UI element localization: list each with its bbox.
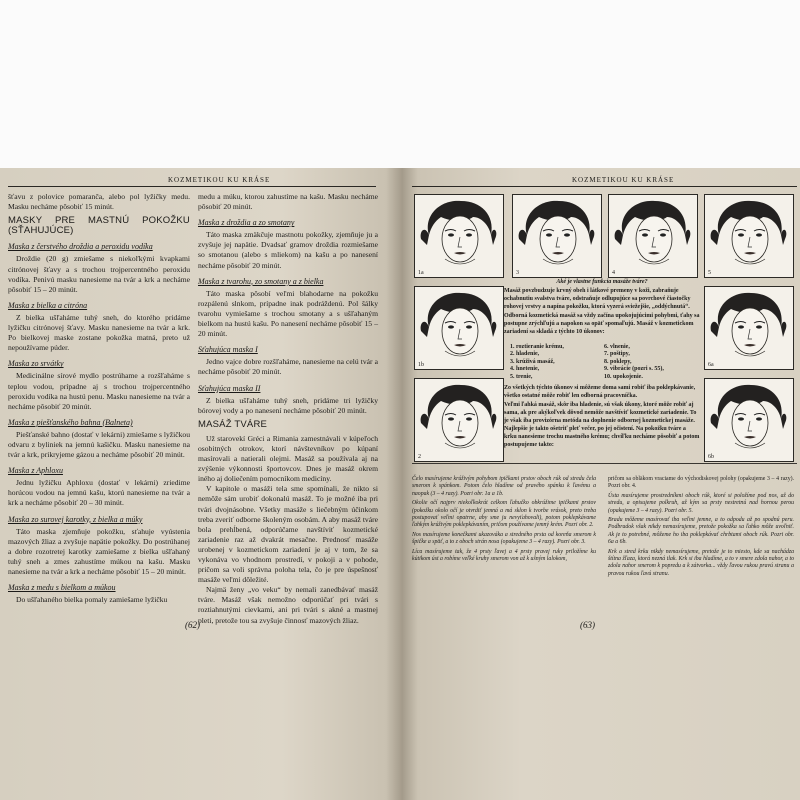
massage-instructions [504, 384, 700, 450]
running-head: KOZMETIKOU KU KRÁSE [572, 176, 675, 184]
face-illustration [704, 194, 794, 278]
paragraph: pričom sa obläkom vraciame do východiskovej polohy (opakujeme 3 – 4 razy). Pozri obr. 4. [608, 476, 794, 490]
figure-label: 1a [418, 270, 424, 276]
section-divider [412, 463, 797, 464]
paragraph: Najmä ženy „vo veku“ by nemali zanedbávať masáž tváre. Masáž však nemožno odporúčať pri tvári s roztiahnutými cievkami, ani pri tvári s akné a mastnej pleti, pretože tou sa zvyšuje činnosť mazových žliaz. [198, 585, 378, 625]
paragraph: Ústa masírujeme prostredníkmi oboch rúk, ktoré si položíme pod nos, až do stredu, a opisujeme polkruh, až kým sa prsty nestretnú nad hornou perou (opakujeme 3 – 4 razy). Pozri obr. 5. [608, 492, 794, 514]
figure-label: 3 [516, 270, 519, 276]
header-rule [8, 186, 376, 187]
paragraph: Táto maska pôsobí veľmi blahodarne na pokožku rozpálenú slnkom, prípadne inak podráždenú. Pol šálky tvarohu vymiešame s trochou smotany a s ušľahaným bielkom na hustú kašu. Po nanesení necháme pôsobiť 15 – 20 minút. [198, 288, 378, 339]
paragraph: Droždie (20 g) zmiešame s niekoľkými kvapkami citrónovej šťavy a s trochou trojpercentného peroxidu vodíka. Penivú masku nanesieme na tvár a krk a necháme pôsobiť 15 – 20 minút. [8, 254, 190, 294]
right-page [402, 168, 800, 800]
list-item: 9. vibrácie (pozri s. 55), [604, 366, 664, 373]
recipe-heading: Sťahujúca maska II [198, 383, 261, 393]
list-item: 5. trenie, [510, 373, 533, 380]
paragraph: Okolie očí najprv niekoľkokrát celkom ľahučko obkrúžime ipičkami prstov (pokožku okolo očí je otvrdiť jemná a má sklon k tvorbe vrások, preto treba postupovať veľmi opatrne, aby sme ju nevyťahovali), potom poklepkávame ľahkým krúživým poklepkávaním, pričom používame jemný krém. Pozri obr. 2. [412, 500, 596, 529]
book-spread [0, 168, 800, 798]
paragraph: Piešťanské bahno (dostať v lekárni) zmiešame s lyžičkou odvaru z byliniek na jemnú kašičku. Masku nanesieme na tvár a krk, prikryjeme gázou a necháme pôsobiť 20 minút. [8, 429, 190, 460]
list-item: 4. hnetenie, [510, 366, 540, 373]
face-illustration [704, 378, 794, 462]
recipe-heading: Maska z Aphloxu [8, 466, 63, 476]
recipe-heading: Maska z droždia a zo smotany [198, 218, 295, 228]
recipe-heading: Maska z piešťanského bahna (Balneta) [8, 417, 133, 427]
face-illustration [512, 194, 602, 278]
paragraph: Jednu lyžičku Aphloxu (dostať v lekárni) zriedime horúcou vodou na jemnú kašu, ktorú nanesieme na tvár a krk a necháme pôsobiť 20 – 30 minút. [8, 478, 190, 508]
face-illustration [608, 194, 698, 278]
paragraph: Táto maska zjemňuje pokožku, sťahuje vyústenia mazových žliaz a zvyšuje napätie pokožky. Do postrúhanej a dobre rozotretej karotky zamiešame z bielka ušľahaný tuhý sneh a zmes zahustíme múkou na kašu. Masku nanesieme na tvár a krk a necháme pôsobiť 15 – 20 minút. [8, 526, 190, 576]
paragraph: medu a múku, ktorou zahustíme na kašu. Masku necháme pôsobiť 20 minút. [198, 192, 378, 212]
recipe-heading: Maska z bielka a citróna [8, 300, 88, 310]
intro-title: Aké je vlastne funkcia masáže tváre? [556, 279, 648, 285]
figure-label: 6a [708, 362, 714, 368]
list-item: 1. roztieranie krému, [510, 344, 564, 350]
list-item: 6. vlnenie, [604, 344, 630, 350]
figure-label: 5 [708, 270, 711, 276]
left-column-1 [8, 192, 190, 605]
recipe-heading: Maska z medu s bielkom a múkou [8, 583, 116, 593]
face-illustration [704, 286, 794, 370]
list-item: 2. hladenie, [510, 351, 540, 358]
face-illustration [414, 286, 504, 370]
bottom-column-left [412, 476, 596, 565]
recipe-heading: Maska zo srvátky [8, 359, 64, 369]
figure-label: 1b [418, 362, 424, 368]
steps-list-right [604, 344, 700, 381]
page-number: (63) [580, 620, 595, 630]
left-column-2 [198, 192, 378, 626]
paragraph: Líca masírujeme tak, že 4 prsty ľavej a 4 prsty pravej ruky priložíme ku kútikom úst a robíme veľké kruhy smerom von až k ušným lalokom, [412, 548, 596, 563]
list-item: 10. upokojenie. [604, 373, 643, 380]
paragraph: Už starovekí Gréci a Rimania zamestnávali v kúpeľoch osobitných otrokov, ktorí návštevníkov po kúpaní masírovali a natierali olejmi. Masáž sa používala aj na zvýšenie výkonnosti športovcov. Dnes je masáž okrem iného aj doliečením pomocníkom medicíny. [198, 433, 378, 484]
page-number: (62) [185, 620, 200, 630]
paragraph: Čelo masírujeme krúživým pohybom ipičkami prstov oboch rúk od stredu čela smerom k spánkom. Potom čelo hladíme od pravého spánku k ľavému a naopak (3 – 4 razy). Pozri obr. 1a a 1b. [412, 476, 596, 497]
massage-intro [504, 278, 700, 337]
paragraph: Nos masírujeme konečkami ukazováka a stredného prsta od koreňa smerom k špičke a späť, a to z oboch strán nosa (opakujeme 3 – 4 razy). Pozri obr. 3. [412, 531, 596, 546]
figure-label: 2 [418, 454, 421, 460]
recipe-heading: Maska z čerstvého droždia a peroxidu vodíka [8, 242, 153, 252]
paragraph: Jedno vajce dobre rozšľaháme, nanesieme na celú tvár a necháme pôsobiť 20 minút. [198, 357, 378, 377]
recipe-heading: Sťahujúca maska I [198, 345, 258, 355]
paragraph: Medicinálne sírové mydlo postrúhame a rozšľaháme s teplou vodou, prípadne aj s trochou trojpercentného peroxidu vodíka na hustú penu. Masku nanesieme na tvár a necháme pôsobiť 20 minút. [8, 371, 190, 411]
face-illustration [414, 378, 504, 462]
intro-paragraph: Odborná kozmetická masáž sa vždy začína upokojujúcimi pohybmi, ťahy sa postupne zrýchľujú a napokon sa opäť spomaľujú. Masáž v kozmetickom zariadení sa skladá z týchto 10 úkonov: [504, 313, 700, 335]
intro-paragraph: Masáž povzbudzuje krvný obeh i látkové premeny v koži, zabraňuje ochabnutiu svalstva tváre, odstraňuje odlupujúce sa povrchové čiastočky rohovej vrstvy a napína pokožku, ktorá vyzerá sviežejšie, „oddýchnutá“. [504, 288, 691, 310]
list-item: 8. poklepy, [604, 358, 632, 365]
bottom-column-right [608, 476, 794, 580]
figure-label: 6b [708, 454, 714, 460]
left-page [0, 168, 402, 800]
recipe-heading: Maska z tvarohu, zo smotany a z bielka [198, 276, 324, 286]
paragraph: Táto maska zmäkčuje mastnotu pokožky, zjemňuje ju a zvyšuje jej napätie. Dvadsať gramov droždia rozmiešame so smotanou (alebo s mliekom) na kašu a po nanesení necháme pôsobiť 20 minút. [198, 230, 378, 270]
paragraph: Do ušľahaného bielka pomaly zamiešame lyžičku [16, 595, 168, 605]
paragraph: V kapitole o masáži tela sme spomínali, že niktо si nemôže sám urobiť dokonalú masáž. To je možné iba pri tvári dvojnásobne. Všetky masáže s liečebným účinkom treba zveriť odborne školeným osobám. A aby masáž tváre bola prehĺbená, odporúčame navštíviť kozmetické zariadenie raz až dvakrát mesačne. Prednosť masáže urobenej v kozmetickom zariadení je aj v tom, že sa vykonáva vo vhodnom prostredí, v pokoji a v pohode, pričom sa voli správna poloha tela, čo je pre úspešnosť masáže veľmi dôležité. [198, 484, 378, 585]
steps-list-left [510, 344, 600, 381]
list-item: 3. krúživá masáž, [510, 358, 555, 365]
paragraph: šťavu z polovice pomaranča, alebo pol lyžičky medu. Masku necháme pôsobiť 15 minút. [8, 192, 190, 212]
paragraph: Krk a stred krku nikdy nemasírujeme, pretože je to miesto, kde sa nachádza štítna žľaza, ktorá nezná tlak. Krk si iba hladíme, a to v smere zdola nahor, a to zdola nahor smerom k popredu a k zátvorka... vždy ľavou rukou pravú stranu a pravou rukou ľavú stranu. [608, 548, 794, 577]
header-rule [412, 186, 797, 187]
face-illustration [414, 194, 504, 278]
section-heading: MASÁŽ TVÁRE [198, 418, 268, 430]
paragraph: Z bielka ušľaháme tuhý sneh, pridáme tri lyžičky bórovej vody a po nanesení necháme pôsobiť 20 minút. [198, 395, 378, 415]
paragraph: Z bielka ušľaháme tuhý sneh, do ktorého pridáme lyžičku citrónovej šťavy. Masku nanesieme na tvár a krk. Po bielkovej maske zostane pokožka matná, preto už nepoužívame púder. [8, 312, 190, 353]
instruction-paragraph: Zo všetkých týchto úkonov si môžeme doma sami robiť iba poklepkávanie, všetko ostatné môže robiť len odborná pracovníčka. [504, 385, 696, 399]
section-heading: MASKY PRE MASTNÚ POKOŽKU (SŤAHUJÚCE) [8, 215, 190, 237]
paragraph: Bradu môžeme masírovať iba veľmi jemne, a to odpodu až po spodnú peru. Podbradok však nikdy nemasírujeme, pretože pokožka sa ľahko môže uvoľniť. Ak je to potrebné, môžeme ho iba poklepkávať chrbtami oboch rúk. Pozri obr. 6a a 6b. [608, 517, 794, 546]
recipe-heading: Maska zo surovej karotky, z bielka a múky [8, 514, 143, 524]
list-item: 7. poštipy, [604, 351, 630, 358]
instruction-paragraph: Veľmi ľahká masáž, skôr iba hladenie, sú však úkony, ktoré môže robiť aj sama, ak pre akýkoľvek dôvod nemôže navštíviť kozmetické zariadenie. To je však iba provizórna metóda na doplnenie odbornej kozmetickej masáže. Najlepšie je takto ošetriť pleť večer, po jej očistení. Na pokožku tváre a krku nanesieme trochu mastného krému; chvíľku necháme pôsobiť a potom postupujeme takto: [504, 402, 700, 448]
running-head: KOZMETIKOU KU KRÁSE [168, 176, 271, 184]
figure-label: 4 [612, 270, 615, 276]
